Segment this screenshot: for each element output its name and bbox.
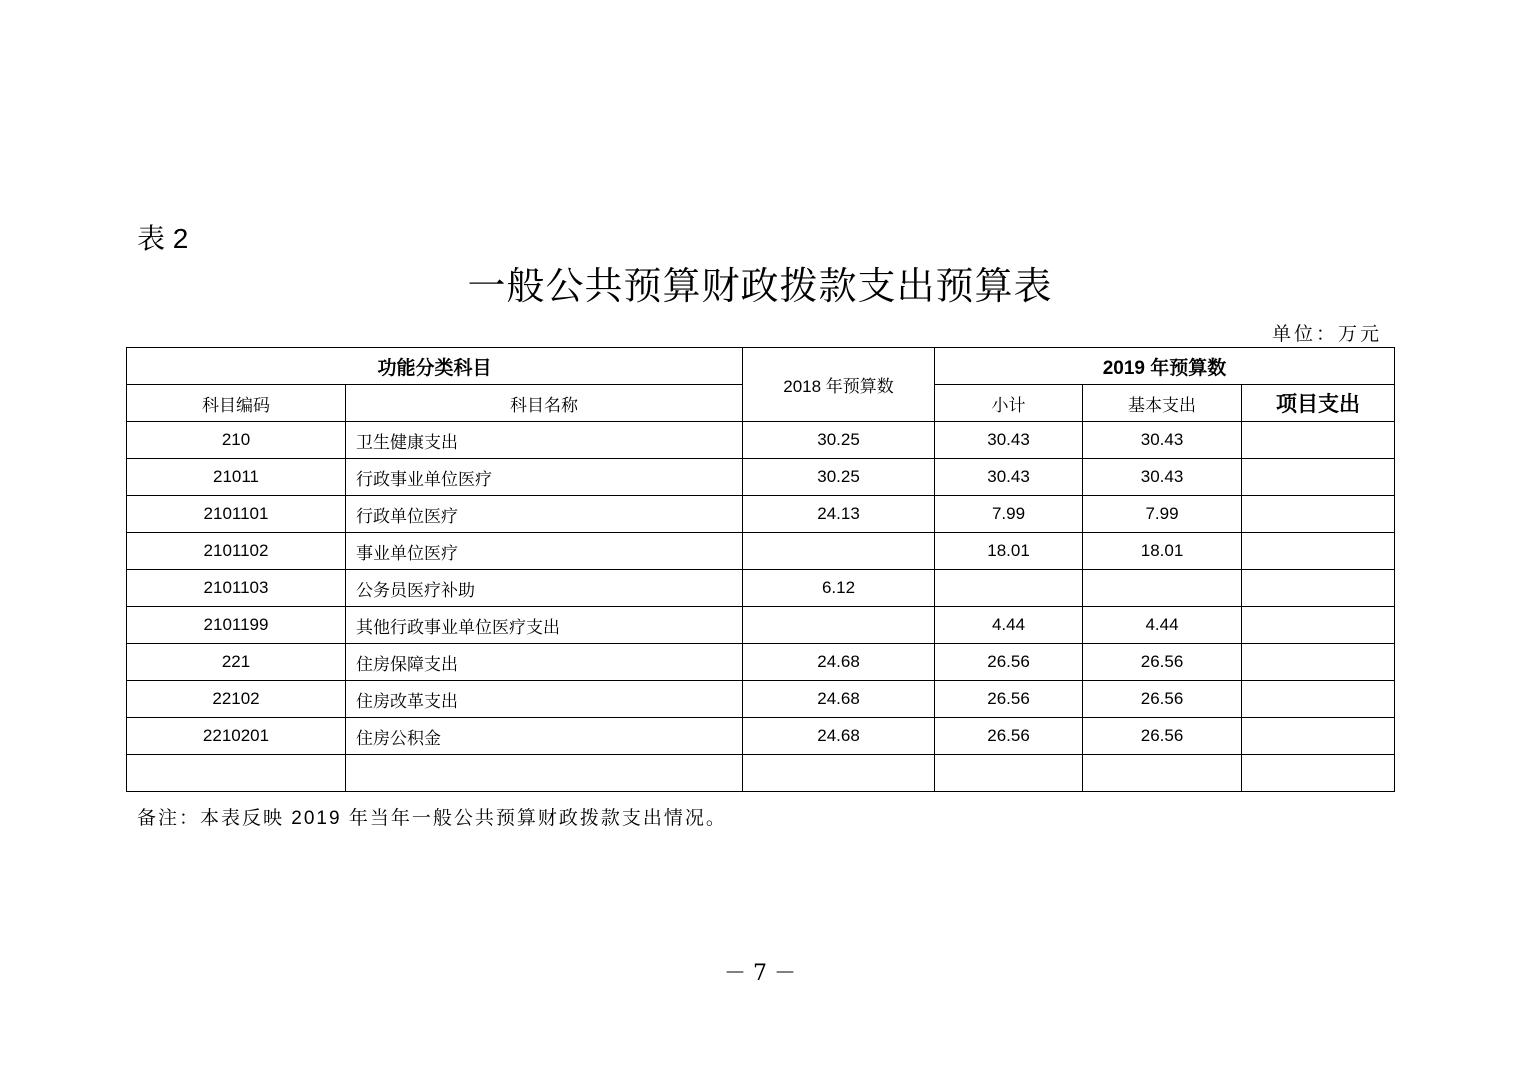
cell-subtotal: 26.56 [935, 644, 1083, 681]
cell-name: 公务员医疗补助 [346, 570, 743, 607]
cell-basic: 26.56 [1083, 718, 1242, 755]
cell-budget-2018: 30.25 [743, 459, 935, 496]
cell-project [1242, 422, 1395, 459]
cell-name: 事业单位医疗 [346, 533, 743, 570]
cell-subtotal: 30.43 [935, 422, 1083, 459]
table-row [127, 570, 1395, 607]
cell-subtotal: 30.43 [935, 459, 1083, 496]
cell-budget-2018: 24.68 [743, 718, 935, 755]
cell-code: 22102 [127, 681, 346, 718]
table-row [127, 422, 1395, 459]
cell-basic: 26.56 [1083, 681, 1242, 718]
table-row [127, 533, 1395, 570]
header-code: 科目编码 [127, 385, 346, 422]
table-row [127, 459, 1395, 496]
cell-basic: 30.43 [1083, 459, 1242, 496]
cell-budget-2018 [743, 755, 935, 792]
cell-project [1242, 533, 1395, 570]
cell-project [1242, 718, 1395, 755]
page-title: 一般公共预算财政拨款支出预算表 [467, 266, 1053, 308]
cell-project [1242, 570, 1395, 607]
cell-code: 210 [127, 422, 346, 459]
header-budget-2018: 2018 年预算数 [743, 348, 935, 422]
cell-code: 2101102 [127, 533, 346, 570]
footnote: 备注：本表反映 2019 年当年一般公共预算财政拨款支出情况。 [137, 808, 727, 829]
header-name: 科目名称 [346, 385, 743, 422]
cell-budget-2018 [743, 607, 935, 644]
cell-code: 221 [127, 644, 346, 681]
budget-table [126, 347, 1395, 792]
cell-subtotal: 4.44 [935, 607, 1083, 644]
cell-project [1242, 681, 1395, 718]
cell-basic: 18.01 [1083, 533, 1242, 570]
cell-budget-2018: 6.12 [743, 570, 935, 607]
header-functional-category: 功能分类科目 [127, 348, 743, 385]
header-subtotal: 小计 [935, 385, 1083, 422]
table-row [127, 496, 1395, 533]
table-label: 表 2 [137, 223, 189, 254]
cell-name: 住房公积金 [346, 718, 743, 755]
cell-subtotal [935, 755, 1083, 792]
cell-code [127, 755, 346, 792]
header-budget-2019: 2019 年预算数 [935, 348, 1395, 385]
cell-subtotal: 26.56 [935, 718, 1083, 755]
cell-code: 21011 [127, 459, 346, 496]
cell-budget-2018: 24.13 [743, 496, 935, 533]
table-row [127, 755, 1395, 792]
table-row [127, 718, 1395, 755]
cell-name: 住房保障支出 [346, 644, 743, 681]
cell-code: 2210201 [127, 718, 346, 755]
cell-budget-2018: 30.25 [743, 422, 935, 459]
table-row [127, 644, 1395, 681]
cell-subtotal: 7.99 [935, 496, 1083, 533]
cell-basic: 7.99 [1083, 496, 1242, 533]
cell-project [1242, 496, 1395, 533]
cell-project [1242, 607, 1395, 644]
cell-project [1242, 459, 1395, 496]
cell-budget-2018: 24.68 [743, 644, 935, 681]
cell-basic [1083, 755, 1242, 792]
cell-code: 2101103 [127, 570, 346, 607]
header-row-1 [127, 348, 1395, 385]
cell-name: 其他行政事业单位医疗支出 [346, 607, 743, 644]
header-project: 项目支出 [1242, 385, 1395, 422]
cell-name: 住房改革支出 [346, 681, 743, 718]
table-row [127, 607, 1395, 644]
cell-basic [1083, 570, 1242, 607]
cell-budget-2018: 24.68 [743, 681, 935, 718]
unit-label: 单位：万元 [1271, 323, 1382, 345]
cell-subtotal: 18.01 [935, 533, 1083, 570]
cell-subtotal [935, 570, 1083, 607]
cell-name: 行政事业单位医疗 [346, 459, 743, 496]
cell-project [1242, 644, 1395, 681]
cell-code: 2101199 [127, 607, 346, 644]
cell-basic: 30.43 [1083, 422, 1242, 459]
cell-basic: 26.56 [1083, 644, 1242, 681]
cell-name: 行政单位医疗 [346, 496, 743, 533]
table-row [127, 681, 1395, 718]
cell-name [346, 755, 743, 792]
cell-code: 2101101 [127, 496, 346, 533]
cell-budget-2018 [743, 533, 935, 570]
cell-subtotal: 26.56 [935, 681, 1083, 718]
cell-name: 卫生健康支出 [346, 422, 743, 459]
cell-project [1242, 755, 1395, 792]
cell-basic: 4.44 [1083, 607, 1242, 644]
page-number: － 7 － [724, 961, 796, 986]
header-basic: 基本支出 [1083, 385, 1242, 422]
